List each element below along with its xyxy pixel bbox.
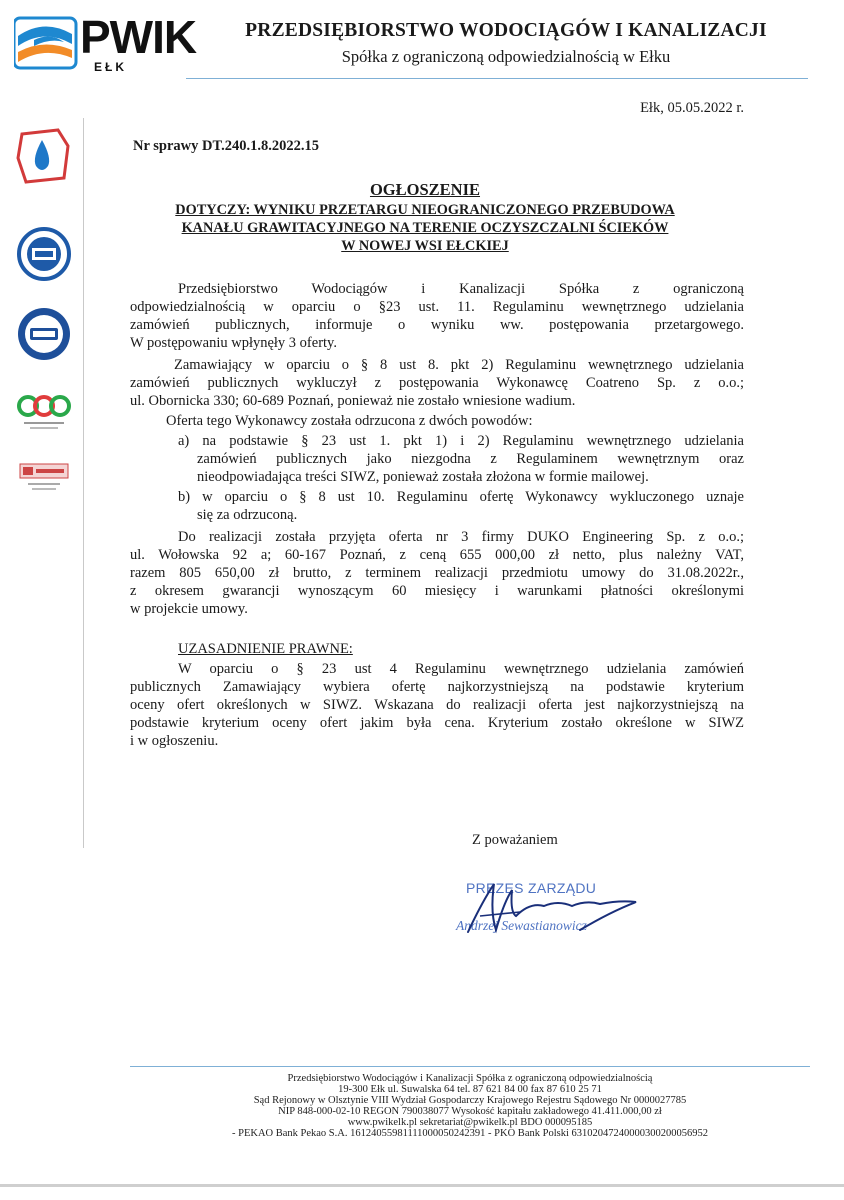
p1-line-3: zamówień publicznych, informuje o wyniku ww. postępowania przetargowego.	[130, 317, 744, 333]
p2-line-1: Zamawiający w oparciu o § 8 ust 8. pkt 2) Regulaminu wewnętrznego udzielania	[174, 357, 744, 373]
announcement-heading: OGŁOSZENIE	[369, 180, 481, 199]
quality-cert-badge-icon	[14, 226, 74, 282]
footer-line-3: Sąd Rejonowy w Olsztynie VIII Wydział Gospodarczy Krajowego Rejestru Sądowego Nr 0000027785	[253, 1095, 687, 1106]
company-subtitle: Spółka z ograniczoną odpowiedzialnością w Ełku	[341, 47, 671, 66]
stamp-name: Andrzej Sewastianowicz	[456, 918, 587, 933]
sidebar-divider	[83, 118, 84, 848]
p3-b-line-1: b) w oparciu o § 8 ust 10. Regulaminu ofertę Wykonawcy wykluczonego uznaje	[178, 489, 744, 505]
footer-line-1: Przedsiębiorstwo Wodociągów i Kanalizacji Spółka z ograniczoną odpowiedzialnością	[287, 1073, 653, 1084]
p4-line-5: w projekcie umowy.	[130, 601, 248, 617]
closing-regards: Z poważaniem	[472, 832, 558, 848]
p2-line-3: ul. Obornicka 330; 60-689 Poznań, ponieważ nie zostało wniesione wadium.	[130, 393, 576, 409]
p4-line-1: Do realizacji została przyjęta oferta nr 3 firmy DUKO Engineering Sp. z o.o.;	[178, 529, 744, 545]
legal-basis-heading: UZASADNIENIE PRAWNE:	[178, 641, 353, 657]
footer-line-2: 19-300 Ełk ul. Suwalska 64 tel. 87 621 84 00 fax 87 610 25 71	[338, 1084, 602, 1095]
p4-line-3: razem 805 650,00 zł brutto, z terminem realizacji przedmiotu umowy do 31.08.2022r.,	[130, 565, 744, 581]
p3-a-line-3: nieodpowiadająca treści SIWZ, ponieważ została złożona w formie mailowej.	[197, 469, 649, 485]
p4-line-4: z okresem gwarancji wynoszącym 60 miesięcy i warunkami płatności określonymi	[130, 583, 744, 599]
p2-line-2: zamówień publicznych wykluczył z postępowania Wykonawcę Coatreno Sp. z o.o.;	[130, 375, 744, 391]
scan-edge	[0, 1184, 844, 1187]
p5-line-3: oceny ofert określonych w SIWZ. Wskazana do realizacji oferta jest najkorzystniejszą na	[130, 697, 744, 713]
p1-line-1: Przedsiębiorstwo Wodociągów i Kanalizacji Spółka z ograniczoną	[178, 281, 744, 297]
footer-line-4: NIP 848-000-02-10 REGON 790038077 Wysokość kapitału zakładowego 41.411.000,00 zł	[278, 1106, 662, 1117]
logo-subtext: EŁK	[94, 60, 127, 74]
handwritten-signature	[460, 872, 650, 947]
p4-line-2: ul. Wołowska 92 a; 60-167 Poznań, z ceną 655 000,00 zł netto, plus należny VAT,	[130, 547, 744, 563]
p3-b-line-2: się za odrzuconą.	[197, 507, 298, 523]
logo-wordmark: PWIK	[80, 11, 197, 63]
iqnet-certified-badge-icon	[14, 306, 74, 362]
stamp-role: PREZES ZARZĄDU	[466, 880, 597, 896]
p3-intro: Oferta tego Wykonawcy została odrzucona z dwóch powodów:	[166, 413, 533, 429]
p5-line-1: W oparciu o § 23 ust 4 Regulaminu wewnętrznego udzielania zamówień	[178, 661, 744, 677]
p5-line-4: podstawie kryterium oceny ofert jakim była cena. Kryterium zostało określone w SIWZ	[130, 715, 744, 731]
water-drop-emblem-icon	[14, 128, 74, 186]
footer-line-5: www.pwikelk.pl sekretariat@pwikelk.pl BDO 000095185	[347, 1117, 593, 1128]
subject-line-3: W NOWEJ WSI EŁCKIEJ	[341, 238, 509, 254]
p1-line-2: odpowiedzialnością w oparciu o §23 ust. 11. Regulaminu wewnętrznego udzielania	[130, 299, 744, 315]
bos-cert-logo-icon	[14, 392, 74, 436]
fair-play-badge-icon	[14, 458, 74, 496]
p1-line-4: W postępowaniu wpłynęły 3 oferty.	[130, 335, 337, 351]
p3-a-line-1: a) na podstawie § 23 ust 1. pkt 1) i 2) Regulaminu wewnętrznego udzielania	[178, 433, 744, 449]
case-number: Nr sprawy DT.240.1.8.2022.15	[133, 138, 319, 154]
footer-divider	[130, 1066, 810, 1067]
footer-line-6: - PEKAO Bank Pekao S.A. 16124055981111000050242391 - PKO Bank Polski 63102047240000300200056952	[231, 1128, 708, 1139]
subject-line-2: KANAŁU GRAWITACYJNEGO NA TERENIE OCZYSZCZALNI ŚCIEKÓW	[181, 220, 669, 236]
document-date: Ełk, 05.05.2022 r.	[640, 100, 744, 116]
company-logo	[14, 11, 197, 76]
header-divider	[186, 78, 808, 79]
p3-a-line-2: zamówień publicznych jako niezgodna z Regulaminem wewnętrznym oraz	[197, 451, 744, 467]
company-name: PRZEDSIĘBIORSTWO WODOCIĄGÓW I KANALIZACJI	[245, 20, 767, 41]
p5-line-5: i w ogłoszeniu.	[130, 733, 219, 749]
p5-line-2: publicznych Zamawiający wybiera ofertę najkorzystniejszą na podstawie kryterium	[130, 679, 744, 695]
subject-line-1: DOTYCZY: WYNIKU PRZETARGU NIEOGRANICZONEGO PRZEBUDOWA	[175, 202, 675, 218]
